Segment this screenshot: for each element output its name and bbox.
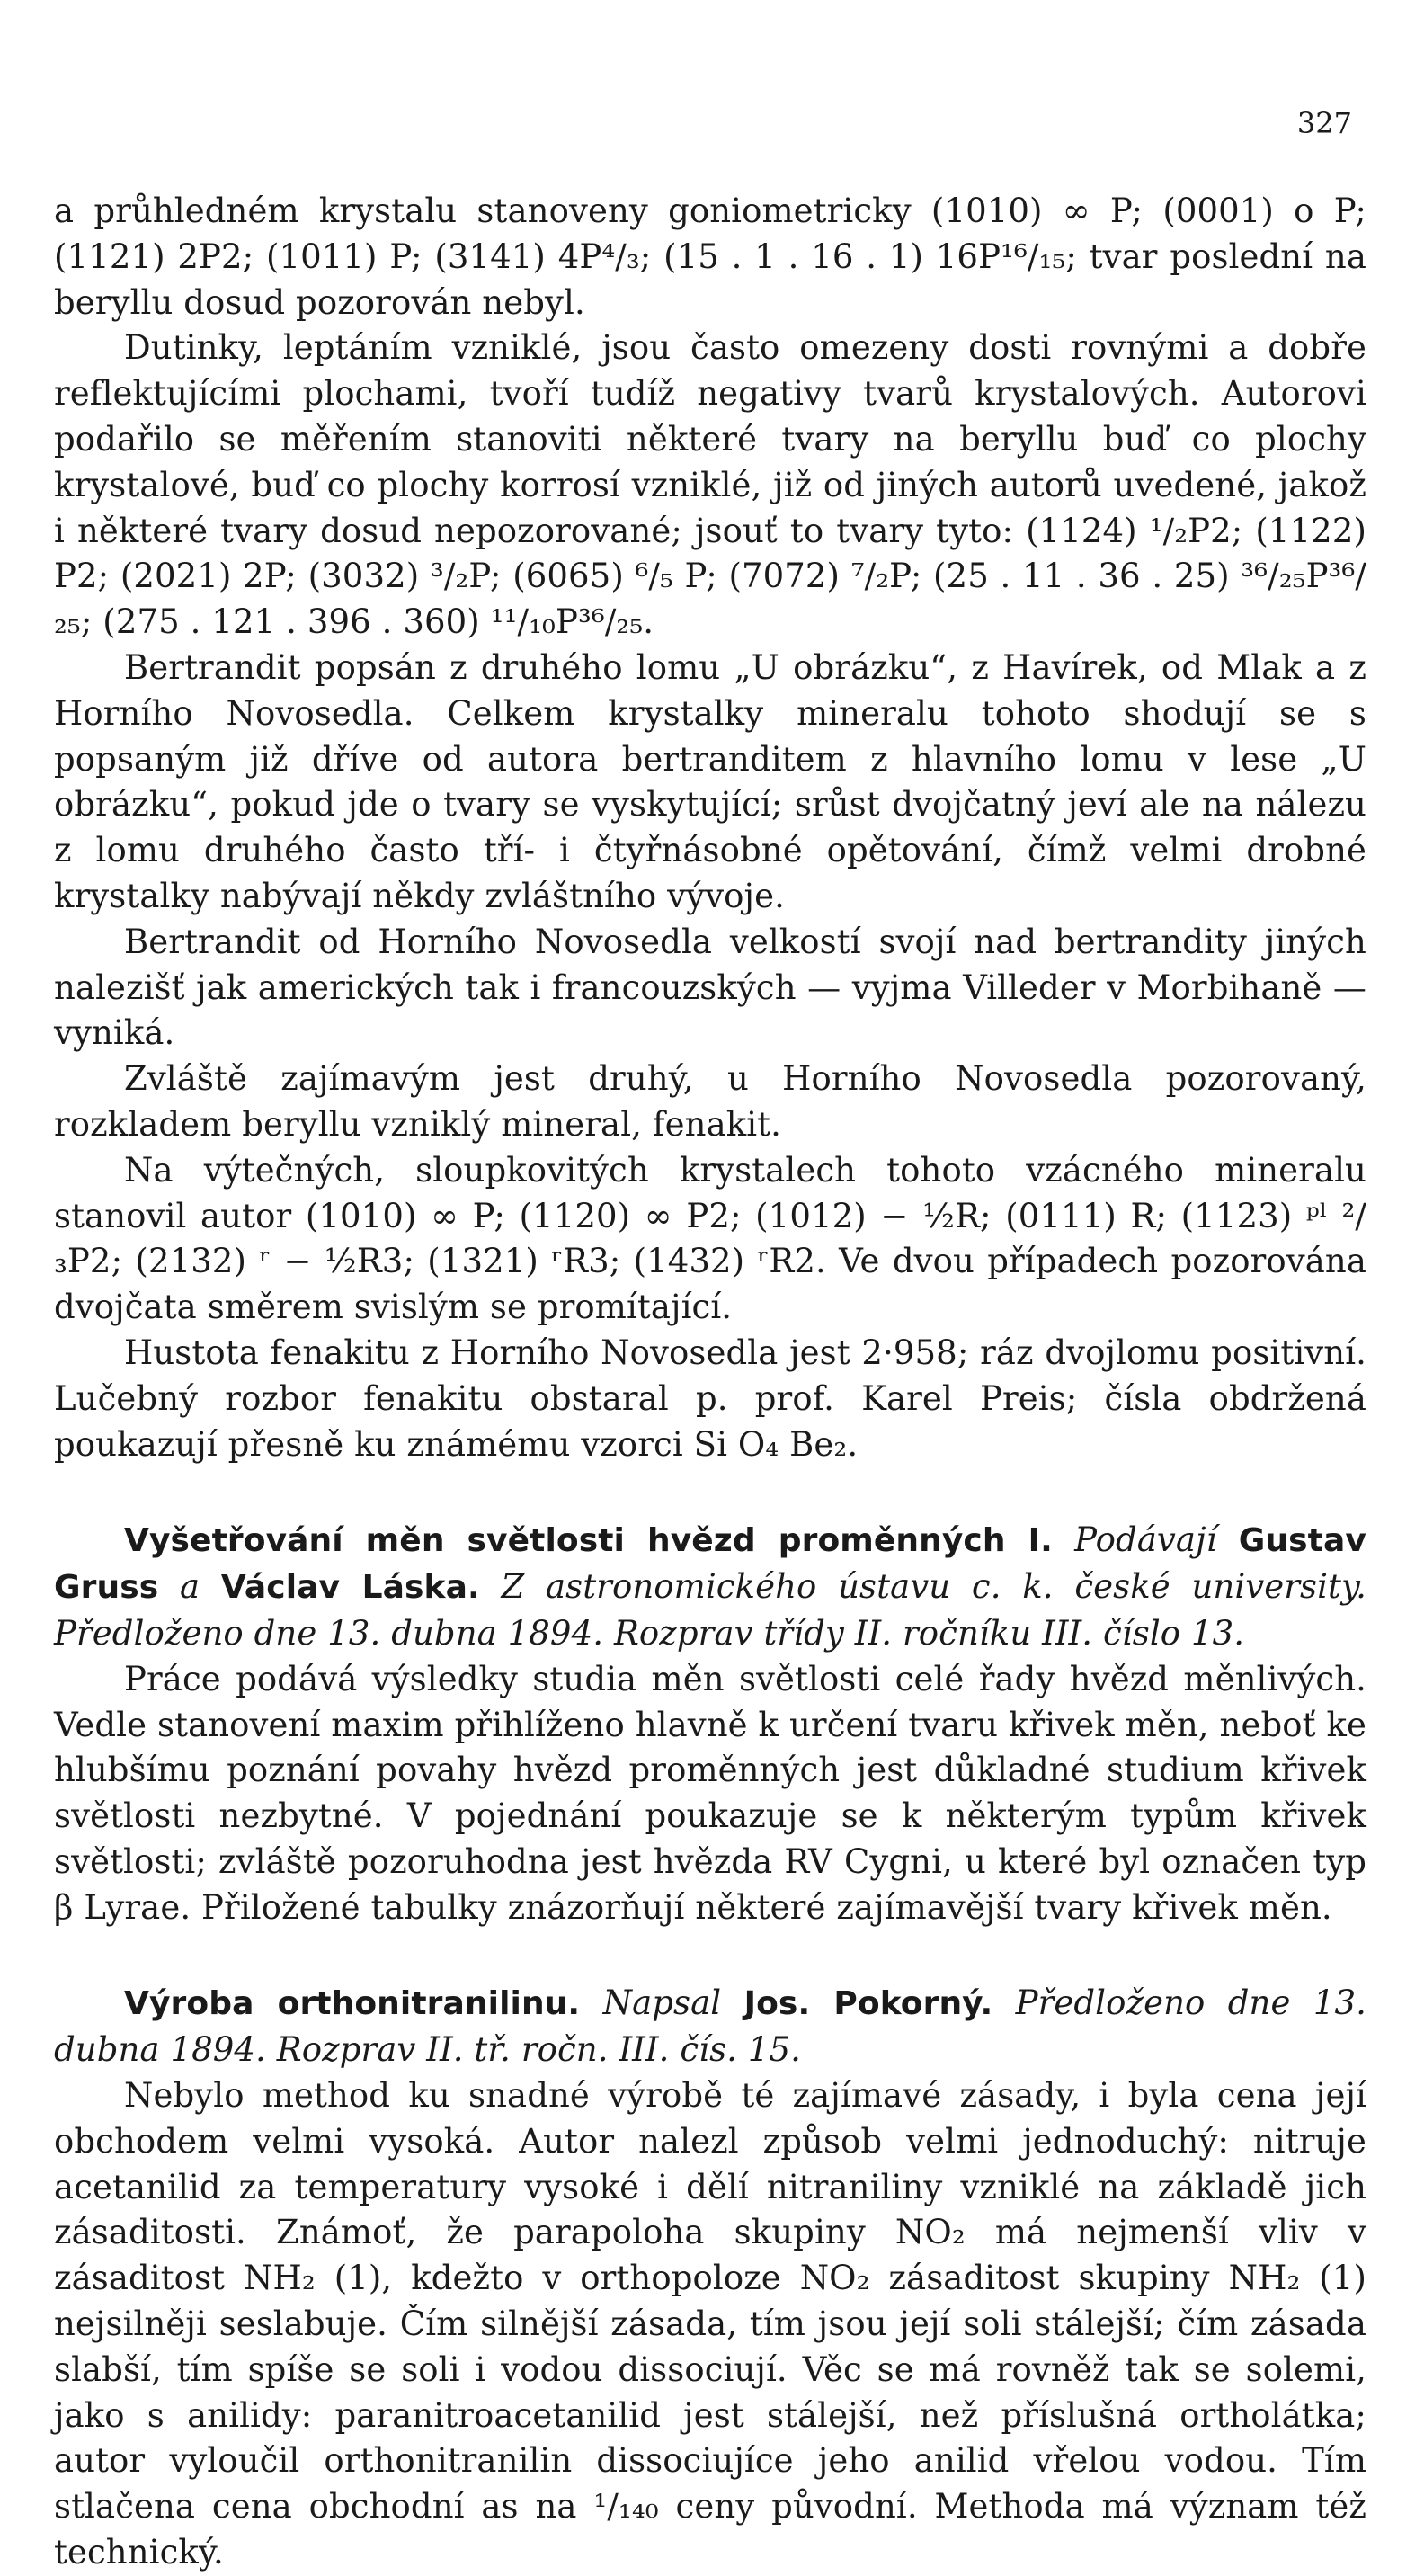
heading-text: Napsal — [602, 1983, 722, 2023]
paragraph: Na výtečných, sloupkovitých krystalech tohoto vzácného mineralu stanovil autor (1010) ∞ P; (1120) ∞ P2; (1012) − ½R; (0111) R; (1123) ᵖˡ ²/₃P2; (2132) ʳ − ½R3; (1321) ʳR3; (1432) ʳR2. Ve dvou případech pozorována dvojčata směrem svislým se promítající. — [54, 1150, 1366, 1327]
article-heading — [54, 1981, 1366, 2073]
author-name: Václav Láska. — [220, 1569, 480, 1607]
paragraph: Zvláště zajímavým jest druhý, u Horního Novosedla pozorovaný, rozkladem beryllu vzniklý mineral, fenakit. — [54, 1059, 1366, 1144]
author-name: Gustav Gruss — [54, 1522, 1366, 1607]
paragraph: Hustota fenakitu z Horního Novosedla jest 2·958; ráz dvojlomu positivní. Lučebný rozbor fenakitu obstaral p. prof. Karel Preis; čísla obdržená poukazují přesně ku známému vzorci Si O₄ Be₂. — [54, 1333, 1366, 1464]
page-number: 327 — [1296, 106, 1352, 140]
heading-text: a — [180, 1567, 200, 1607]
paragraph: Nebylo method ku snadné výrobě té zajímavé zásady, i byla cena její obchodem velmi vysoká. Autor nalezl způsob velmi jednoduchý: nitruje acetanilid za temperatury vysoké i dělí nitraniliny vzniklé na základě jich zásaditosti. Známoť, že parapoloha skupiny NO₂ má nejmenší vliv v zásaditost NH₂ (1), kdežto v orthopoloze NO₂ zásaditost skupiny NH₂ (1) nejsilněji seslabuje. Čím silnější zásada, tím jsou její soli stálejší; čím zásada slabší, tím spíše se soli i vodou dissociují. Věc se má rovněž tak se solemi, jako s anilidy: paranitroacetanilid jest stálejší, než příslušná ortholátka; autor vyloučil orthonitranilin dissociujíce jeho anilid vřelou vodou. Tím stlačena cena obchodní as na ¹/₁₄₀ ceny původní. Methoda má význam též technický. — [54, 2076, 1366, 2572]
article-title: Výroba orthonitranilinu. — [124, 1985, 581, 2023]
paragraph: Práce podává výsledky studia měn světlosti celé řady hvězd měnlivých. Vedle stanovení maxim přihlíženo hlavně k určení tvaru křivek měn, neboť ke hlubšímu poznání povahy hvězd proměnných jest důkladné studium křivek světlosti nezbytné. V pojednání poukazuje se k některým typům křivek světlosti; zvláště pozoruhodna jest hvězda RV Cygni, u které byl označen typ β Lyrae. Přiložené tabulky znázorňují některé zajímavější tvary křivek měn. — [54, 1659, 1366, 1927]
heading-text: Podávají — [1074, 1520, 1217, 1560]
paragraph: Bertrandit od Horního Novosedla velkostí svojí nad bertrandity jiných nalezišť jak amerických tak i francouzských — vyjma Villeder v Morbihaně — vyniká. — [54, 922, 1366, 1053]
article-title: Vyšetřování měn světlosti hvězd proměnných I. — [124, 1522, 1053, 1560]
article-heading — [54, 1518, 1366, 1656]
heading-text: Předloženo dne 13. dubna 1894. Rozprav II. tř. ročn. III. čís. 15. — [54, 1983, 1366, 2070]
paragraph: Bertrandit popsán z druhého lomu „U obrázku“, z Havírek, od Mlak a z Horního Novosedla. Celkem krystalky mineralu tohoto shodují se s popsaným již dříve od autora bertranditem z hlavního lomu v lese „U obrázku“, pokud jde o tvary se vyskytující; srůst dvojčatný jeví ale na nálezu z lomu druhého často tří- i čtyřnásobné opětování, čímž velmi drobné krystalky nabývají někdy zvláštního vývoje. — [54, 647, 1366, 915]
article-body — [54, 189, 1366, 2576]
heading-text: Z astronomického ústavu c. k. české university. Předloženo dne 13. dubna 1894. Rozprav třídy II. ročníku III. číslo 13. — [54, 1567, 1366, 1653]
paragraph: Dutinky, leptáním vzniklé, jsou často omezeny dosti rovnými a dobře reflektujícími plochami, tvoří tudíž negativy tvarů krystalových. Autorovi podařilo se měřením stanoviti některé tvary na beryllu buď co plochy krystalové, buď co plochy korrosí vzniklé, již od jiných autorů uvedené, jakož i některé tvary dosud nepozorované; jsouť to tvary tyto: (1124) ¹/₂P2; (1122) P2; (2021) 2P; (3032) ³/₂P; (6065) ⁶/₅ P; (7072) ⁷/₂P; (25 . 11 . 36 . 25) ³⁶/₂₅P³⁶/₂₅; (275 . 121 . 396 . 360) ¹¹/₁₀P³⁶/₂₅. — [54, 328, 1366, 642]
paragraph: a průhledném krystalu stanoveny goniometricky (1010) ∞ P; (0001) o P; (1121) 2P2; (1011) P; (3141) 4P⁴/₃; (15 . 1 . 16 . 1) 16P¹⁶/₁₅; tvar poslední na beryllu dosud pozorován nebyl. — [54, 192, 1366, 322]
author-name: Jos. Pokorný. — [743, 1985, 993, 2023]
